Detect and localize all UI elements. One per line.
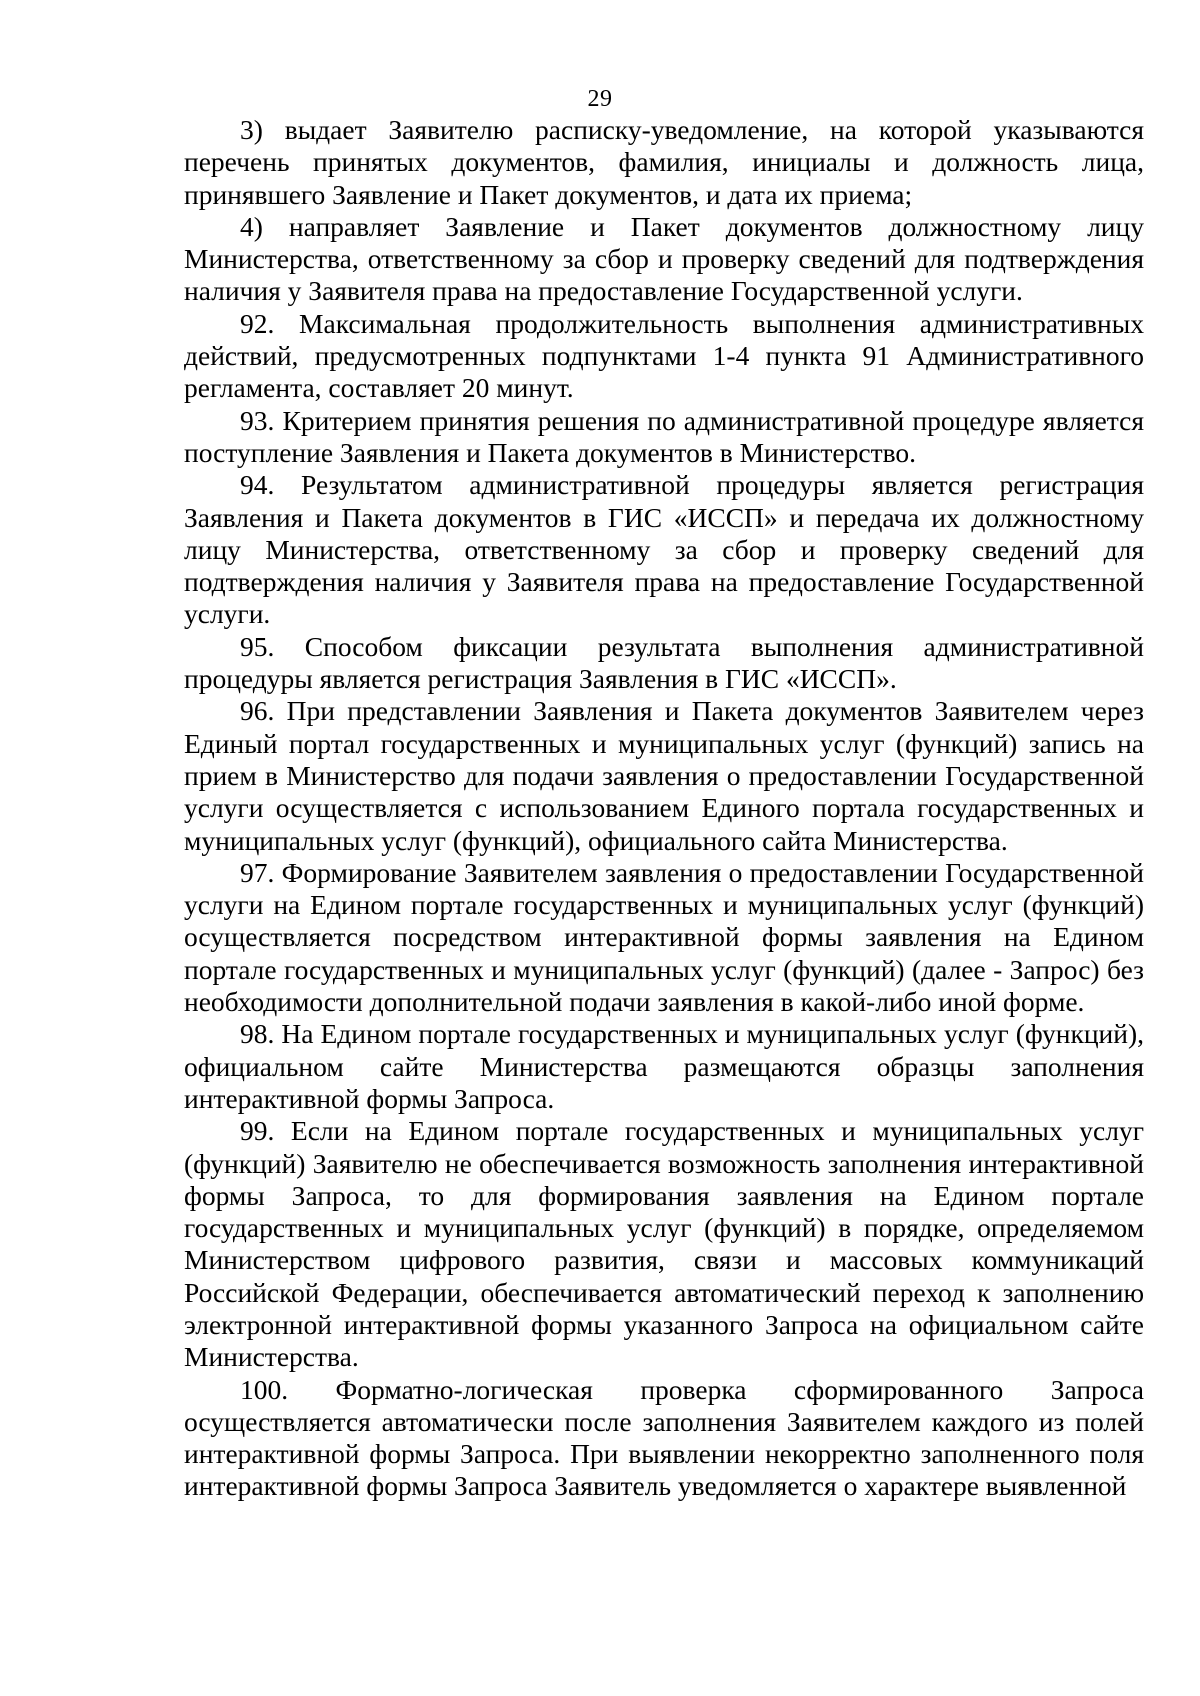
paragraph-98: 98. На Едином портале государственных и муниципальных услуг (функций), официальном сайте Министерства размещаются образцы заполнения интерактивной формы Запроса. (184, 1018, 1144, 1114)
paragraph-99: 99. Если на Едином портале государственных и муниципальных услуг (функций) Заявителю не обеспечивается возможность заполнения интерактивной формы Запроса, то для формирования заявления на Едином портале государственных и муниципальных услуг (функций) в порядке, определяемом Министерством цифрового развития, связи и массовых коммуникаций Российской Федерации, обеспечивается автоматический переход к заполнению электронной интерактивной формы указанного Запроса на официальном сайте Министерства. (184, 1115, 1144, 1373)
paragraph-97: 97. Формирование Заявителем заявления о предоставлении Государственной услуги на Едином портале государственных и муниципальных услуг (функций) осуществляется посредством интерактивной формы заявления на Едином портале государственных и муниципальных услуг (функций) (далее - Запрос) без необходимости дополнительной подачи заявления в какой-либо иной форме. (184, 856, 1144, 1018)
paragraph-94: 94. Результатом административной процедуры является регистрация Заявления и Пакета документов в ГИС «ИССП» и передача их должностному лицу Министерства, ответственному за сбор и проверку сведений для подтверждения наличия у Заявителя права на предоставление Государственной услуги. (184, 469, 1144, 630)
document-body (184, 114, 1144, 1503)
paragraph-96: 96. При представлении Заявления и Пакета документов Заявителем через Единый портал государственных и муниципальных услуг (функций) запись на прием в Министерство для подачи заявления о предоставлении Государственной услуги осуществляется с использованием Единого портала государственных и муниципальных услуг (функций), официального сайта Министерства. (184, 695, 1144, 856)
paragraph-95: 95. Способом фиксации результата выполнения административной процедуры является регистрация Заявления в ГИС «ИССП». (184, 630, 1144, 695)
paragraph-item-3: 3) выдает Заявителю расписку-уведомление, на которой указываются перечень принятых документов, фамилия, инициалы и должность лица, принявшего Заявление и Пакет документов, и дата их приема; (184, 114, 1144, 210)
paragraph-93: 93. Критерием принятия решения по административной процедуре является поступление Заявления и Пакета документов в Министерство. (184, 404, 1144, 468)
paragraph-100: 100. Форматно-логическая проверка сформированного Запроса осуществляется автоматически после заполнения Заявителем каждого из полей интерактивной формы Запроса. При выявлении некорректно заполненного поля интерактивной формы Запроса Заявитель уведомляется о характере выявленной (184, 1373, 1144, 1502)
paragraph-item-4: 4) направляет Заявление и Пакет документов должностному лицу Министерства, ответственному за сбор и проверку сведений для подтверждения наличия у Заявителя права на предоставление Государственной услуги. (184, 210, 1144, 307)
page-number: 29 (587, 86, 613, 112)
paragraph-92: 92. Максимальная продолжительность выполнения административных действий, предусмотренных подпунктами 1-4 пункта 91 Административного регламента, составляет 20 минут. (184, 307, 1144, 404)
